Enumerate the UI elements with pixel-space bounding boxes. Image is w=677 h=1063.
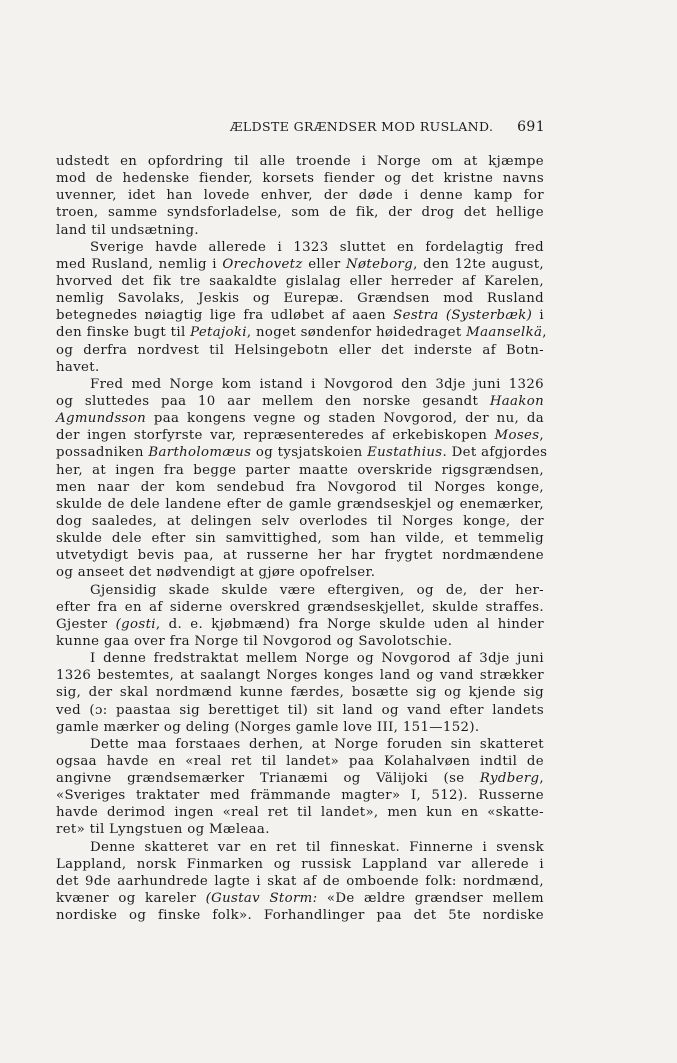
italic-term: (Gustav Storm: xyxy=(205,891,318,907)
text-line: I denne fredstraktat mellem Norge og Novgorod af 3dje juni xyxy=(90,651,544,667)
text-line: der ingen storfyrste var, repræsenteredes af erkebiskopen Moses, xyxy=(56,428,544,444)
page-header xyxy=(55,119,545,137)
page-number: 691 xyxy=(517,119,545,135)
italic-term: Maanselkä xyxy=(466,325,543,341)
text-line: angivne grændsemærker Trianæmi og Välijoki (se Rydberg, xyxy=(56,771,544,787)
text-line: Agmundsson paa kongens vegne og staden Novgorod, der nu, da xyxy=(56,411,544,427)
paragraph xyxy=(56,839,544,925)
text-line: med Rusland, nemlig i Orechovetz eller Nøteborg, den 12te august, xyxy=(56,256,544,272)
text-line: 1326 bestemtes, at saalangt Norges konges land og vand strækker xyxy=(56,668,544,684)
text-line: og anseet det nødvendigt at gjøre opofrelser. xyxy=(56,565,376,581)
italic-term: Agmundsson xyxy=(56,411,147,427)
text-line: kvæner og kareler (Gustav Storm: «De ældre grændser mellem xyxy=(56,891,545,907)
text-line: men naar der kom sendebud fra Novgorod til Norges konge, xyxy=(56,479,544,495)
running-title: ÆLDSTE GRÆNDSER MOD RUSLAND. xyxy=(230,119,494,134)
text-line: «Sveriges traktater med främmande magter» I, 512). Russerne xyxy=(56,788,544,804)
text-line: skulde dele efter sin samvittighed, som han vilde, et temmelig xyxy=(56,531,544,547)
text-line: udstedt en opfordring til alle troende i Norge om at kjæmpe xyxy=(56,154,544,169)
text-line: uvenner, idet han lovede enhver, der døde i denne kamp for xyxy=(56,188,544,204)
paragraph xyxy=(56,153,544,239)
text-line: Fred med Norge kom istand i Novgorod den 3dje juni 1326 xyxy=(90,376,544,392)
text-line: Gjensidig skade skulde være eftergiven, og de, der her- xyxy=(90,582,544,598)
paragraph xyxy=(56,239,547,376)
text-line: Dette maa forstaaes derhen, at Norge foruden sin skatteret xyxy=(90,736,544,752)
italic-term: Sestra (Systerbæk) xyxy=(393,308,533,324)
text-line: det 9de aarhundrede lagte i skat af de omboende folk: nordmænd, xyxy=(56,873,544,889)
italic-term: Nøteborg xyxy=(346,256,414,272)
text-line: Lappland, norsk Finmarken og russisk Lappland var allerede i xyxy=(56,856,544,872)
text-line: gamle mærker og deling (Norges gamle love III, 151—152). xyxy=(56,719,480,735)
text-line: og derfra nordvest til Helsingebotn eller det inderste af Botn- xyxy=(56,342,544,358)
paragraph xyxy=(56,650,544,736)
text-line: skulde de dele landene efter de gamle grændseskjel og enemærker, xyxy=(56,496,544,512)
italic-term: Moses xyxy=(494,428,540,444)
text-line: land til undsætning. xyxy=(56,222,199,238)
text-line: possadniken Bartholomæus og tysjatskoien Eustathius. Det afgjordes xyxy=(56,445,548,461)
paragraph xyxy=(56,736,544,839)
italic-term: Rydberg xyxy=(479,771,540,787)
text-line: nemlig Savolaks, Jeskis og Eurepæ. Grændsen mod Rusland xyxy=(56,291,544,307)
text-line: og sluttedes paa 10 aar mellem den norske gesandt Haakon xyxy=(56,393,544,409)
text-line: sig, der skal nordmænd kunne færdes, bosætte sig og kjende sig xyxy=(56,685,544,701)
text-line: betegnedes nøiagtig lige fra udløbet af aaen Sestra (Systerbæk) i xyxy=(56,308,544,324)
paragraph xyxy=(56,582,544,651)
text-line: kunne gaa over fra Norge til Novgorod og Savolotschie. xyxy=(56,633,453,649)
text-line: Sverige havde allerede i 1323 sluttet en fordelagtig fred xyxy=(90,239,544,255)
text-line: den finske bugt til Petajoki, noget søndenfor høidedraget Maanselkä, xyxy=(56,325,547,341)
italic-term: Eustathius xyxy=(367,445,443,461)
text-line: havet. xyxy=(56,359,100,375)
italic-term: Orechovetz xyxy=(222,256,303,272)
text-line: havde derimod ingen «real ret til landet», men kun en «skatte- xyxy=(56,805,544,821)
paragraph xyxy=(56,376,548,582)
text-line: utvetydigt bevis paa, at russerne her har frygtet nordmændene xyxy=(56,548,544,564)
text-line: efter fra en af siderne overskred grændseskjellet, skulde straffes. xyxy=(56,599,544,615)
text-line: Denne skatteret var en ret til finneskat. Finnerne i svensk xyxy=(90,839,544,855)
italic-term: Petajoki xyxy=(190,325,247,341)
text-line: troen, samme syndsforladelse, som de fik, der drog det hellige xyxy=(56,205,544,221)
text-line: hvorved det fik tre saakaldte gislalag eller herreder af Karelen, xyxy=(56,273,544,289)
text-line: dog saaledes, at delingen selv overlodes til Norges konge, der xyxy=(56,513,544,529)
italic-term: (gosti xyxy=(115,616,156,632)
italic-term: Haakon xyxy=(489,393,544,409)
text-line: her, at ingen fra begge parter maatte overskride rigsgrændsen, xyxy=(56,462,544,478)
text-line: Gjester (gosti, d. e. kjøbmænd) fra Norge skulde uden al hinder xyxy=(56,616,544,632)
text-line: ret» til Lyngstuen og Mæleaa. xyxy=(56,822,270,838)
text-line: ogsaa havde en «real ret til landet» paa Kolahalvøen indtil de xyxy=(56,753,544,769)
body-text xyxy=(56,153,548,924)
text-line: mod de hedenske fiender, korsets fiender og det kristne navns xyxy=(56,171,544,187)
text-line: ved (ɔ: paastaa sig berettiget til) sit land og vand efter landets xyxy=(56,702,544,718)
text-line: nordiske og finske folk». Forhandlinger paa det 5te nordiske xyxy=(56,908,544,924)
italic-term: Bartholomæus xyxy=(148,445,252,461)
